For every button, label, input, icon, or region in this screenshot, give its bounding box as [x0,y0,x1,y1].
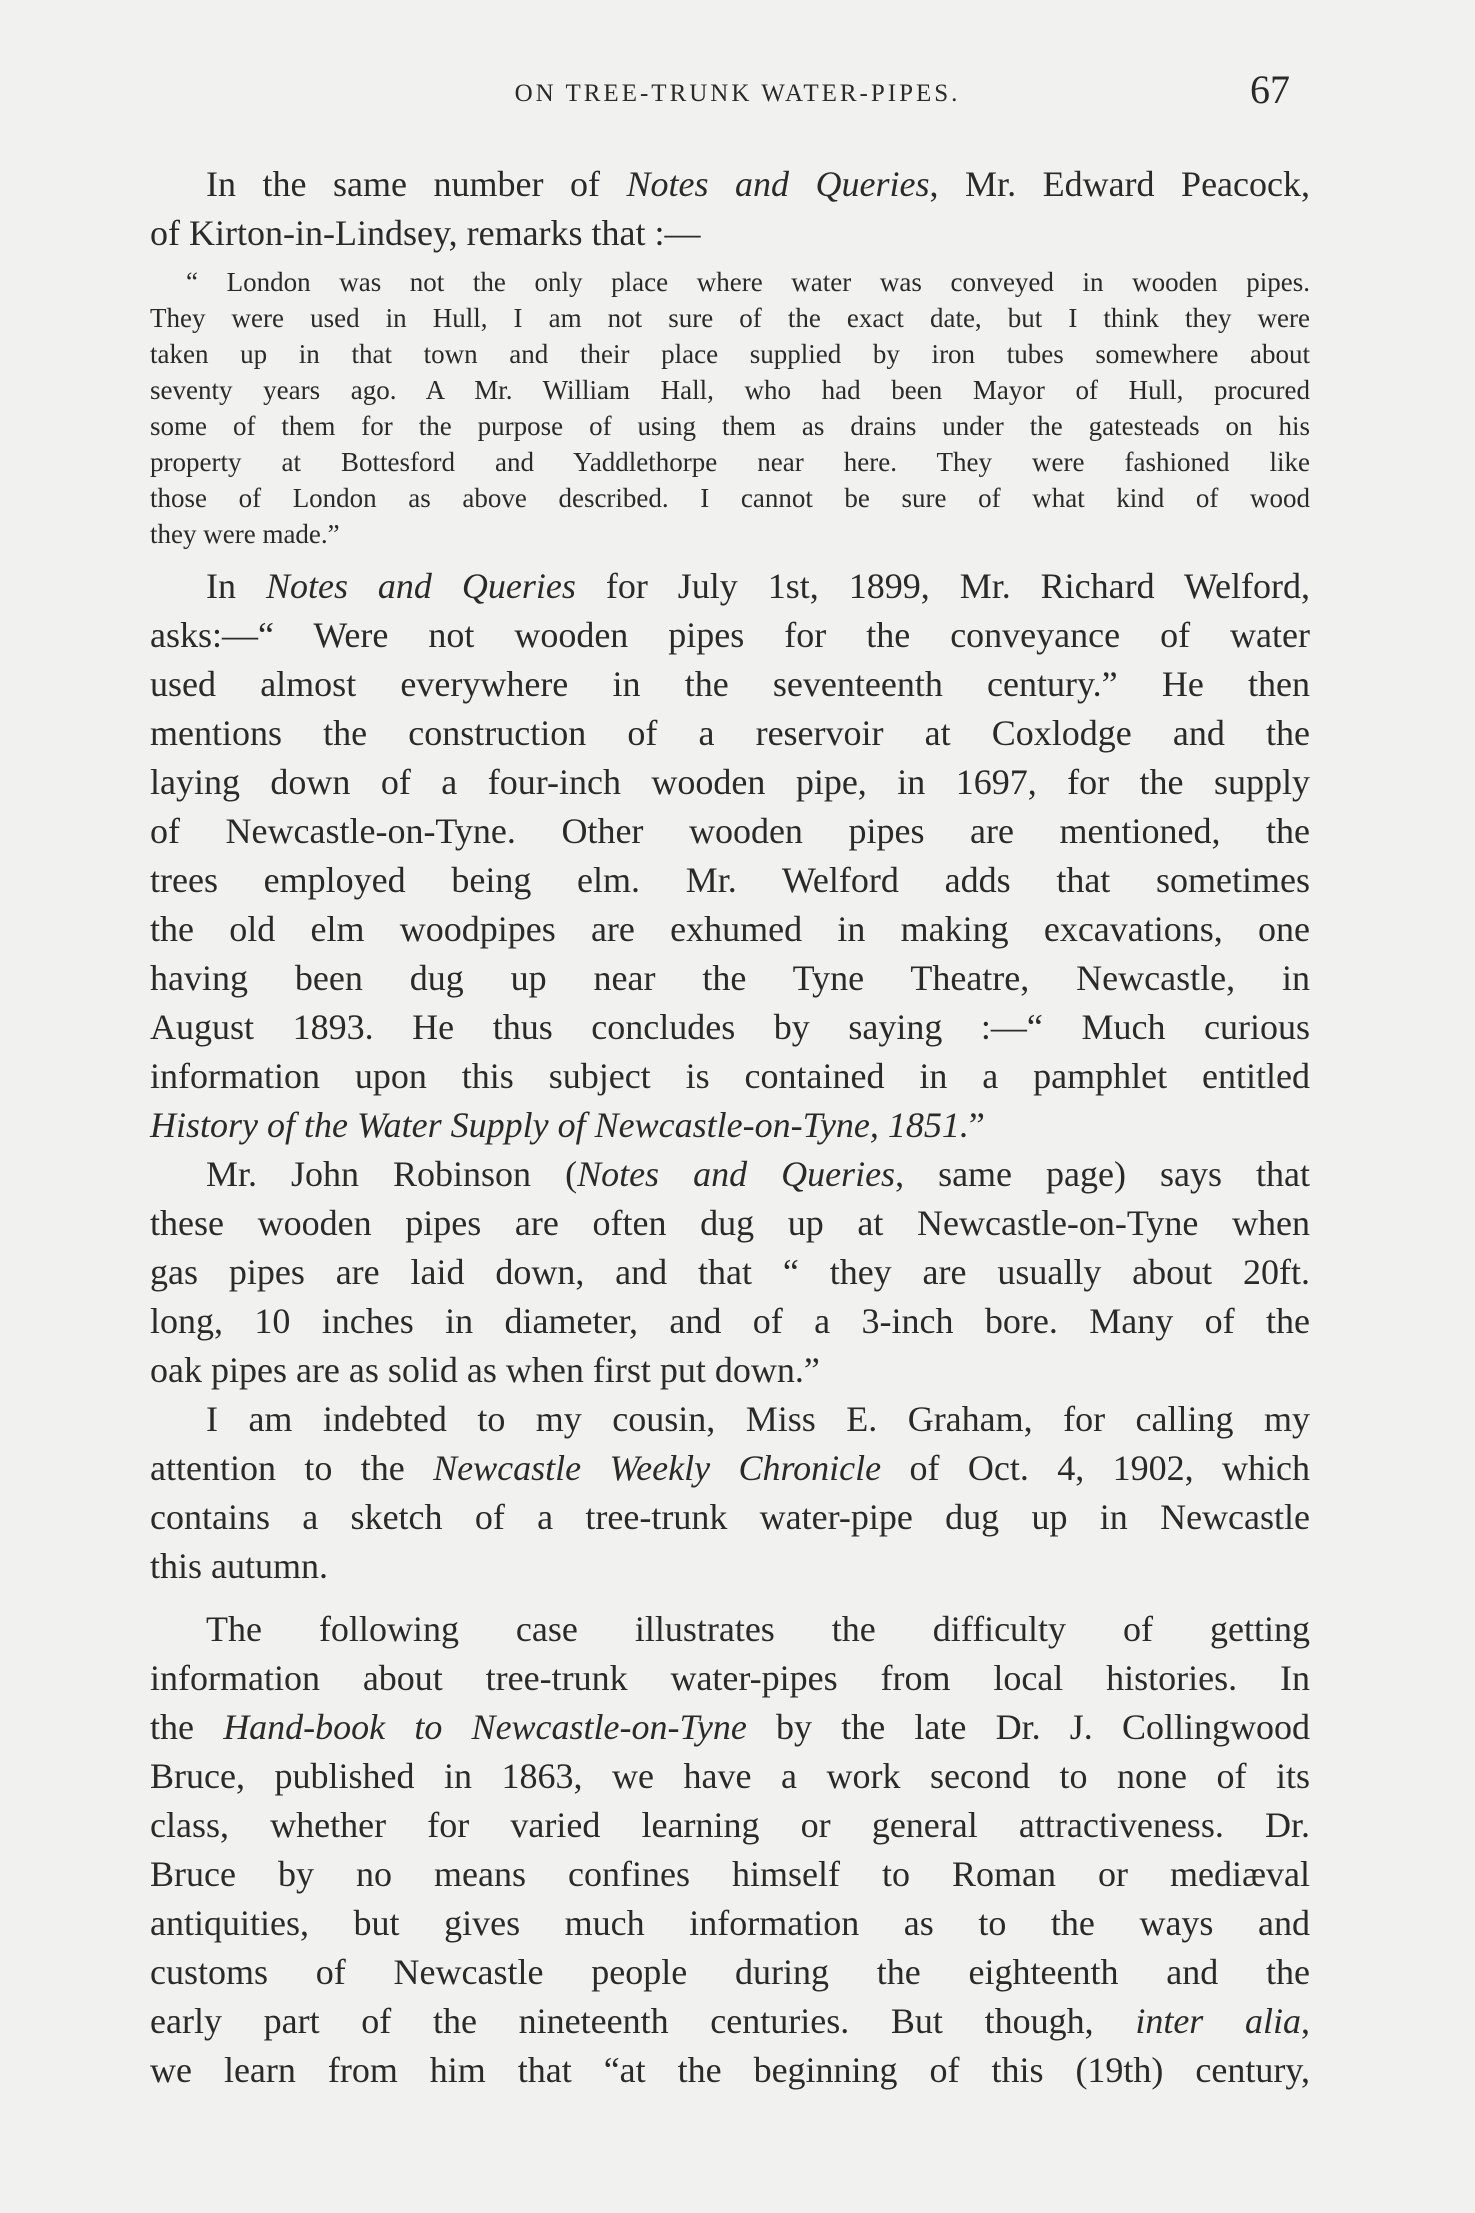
text-line: long, 10 inches in diameter, and of a 3-inch bore. Many of the [150,1301,1310,1341]
text-line: August 1893. He thus concludes by saying :—“ Much curious [150,1007,1310,1047]
text-line: seventy years ago. A Mr. William Hall, who had been Mayor of Hull, procured [150,375,1310,405]
text-line: class, whether for varied learning or general attractiveness. Dr. [150,1805,1310,1845]
text-line: those of London as above described. I cannot be sure of what kind of wood [150,483,1310,513]
block-quote [150,264,1310,552]
text-line: some of them for the purpose of using them as drains under the gatesteads on his [150,411,1310,441]
text-line: The following case illustrates the difficulty of getting [206,1609,1310,1649]
text-line: In Notes and Queries for July 1st, 1899, Mr. Richard Welford, [206,566,1310,606]
text-line: early part of the nineteenth centuries. But though, inter alia, [150,2001,1310,2041]
italic-title: Notes and Queries [265,566,576,606]
text-line: of Kirton-in-Lindsey, remarks that :— [150,213,701,253]
page-number: 67 [1250,67,1290,112]
paragraph-gap [150,1591,1310,1605]
text-line: customs of Newcastle people during the eighteenth and the [150,1952,1310,1992]
text-line: trees employed being elm. Mr. Welford adds that sometimes [150,860,1310,900]
text-line: In the same number of Notes and Queries, Mr. Edward Peacock, [206,164,1310,204]
italic-title: Notes and Queries [577,1154,896,1194]
paragraph [150,160,1310,258]
text-line: the Hand-book to Newcastle-on-Tyne by the late Dr. J. Collingwood [150,1707,1311,1747]
paragraph [150,1605,1310,2095]
paragraph [150,562,1310,1150]
body-text [150,160,1310,2095]
text-line: this autumn. [150,1546,328,1586]
italic-title: inter alia [1135,2001,1301,2041]
text-line: used almost everywhere in the seventeenth century.” He then [150,664,1310,704]
text-line: asks:—“ Were not wooden pipes for the conveyance of water [150,615,1310,655]
paragraph [150,1395,1310,1591]
text-line: they were made.” [150,519,340,549]
text-line: Bruce by no means confines himself to Roman or mediæval [150,1854,1310,1894]
italic-title: Notes and Queries [626,164,930,204]
text-line: attention to the Newcastle Weekly Chronicle of Oct. 4, 1902, which [150,1448,1311,1488]
text-line: contains a sketch of a tree-trunk water-pipe dug up in Newcastle [150,1497,1310,1537]
text-line: of Newcastle-on-Tyne. Other wooden pipes are mentioned, the [150,811,1310,851]
italic-title: Newcastle Weekly Chronicle [433,1448,882,1488]
text-line: the old elm woodpipes are exhumed in making excavations, one [150,909,1310,949]
text-line: gas pipes are laid down, and that “ they are usually about 20ft. [150,1252,1310,1292]
text-line: Bruce, published in 1863, we have a work second to none of its [150,1756,1310,1796]
text-line: “ London was not the only place where water was conveyed in wooden pipes. [186,267,1310,297]
text-line: They were used in Hull, I am not sure of the exact date, but I think they were [150,303,1310,333]
text-line: property at Bottesford and Yaddlethorpe near here. They were fashioned like [150,447,1310,477]
italic-title: Hand-book to Newcastle-on-Tyne [223,1707,747,1747]
running-header: ON TREE-TRUNK WATER-PIPES. [514,80,961,107]
text-line: having been dug up near the Tyne Theatre, Newcastle, in [150,958,1310,998]
italic-title: History of the Water Supply of Newcastle-on-Tyne, 1851. [150,1105,969,1145]
text-line: antiquities, but gives much information as to the ways and [150,1903,1310,1943]
text-line: we learn from him that “at the beginning of this (19th) century, [150,2050,1310,2090]
text-line: I am indebted to my cousin, Miss E. Graham, for calling my [206,1399,1310,1439]
text-line: laying down of a four-inch wooden pipe, in 1697, for the supply [150,762,1310,802]
text-line: information about tree-trunk water-pipes from local histories. In [150,1658,1310,1698]
text-line: taken up in that town and their place supplied by iron tubes somewhere about [150,339,1310,369]
text-line: mentions the construction of a reservoir at Coxlodge and the [150,713,1310,753]
paragraph [150,1150,1310,1395]
text-line: Mr. John Robinson (Notes and Queries, same page) says that [206,1154,1310,1194]
text-line: information upon this subject is contained in a pamphlet entitled [150,1056,1310,1096]
text-line: oak pipes are as solid as when first put down.” [150,1350,820,1390]
text-line: History of the Water Supply of Newcastle-on-Tyne, 1851.” [150,1105,985,1145]
text-line: these wooden pipes are often dug up at Newcastle-on-Tyne when [150,1203,1310,1243]
